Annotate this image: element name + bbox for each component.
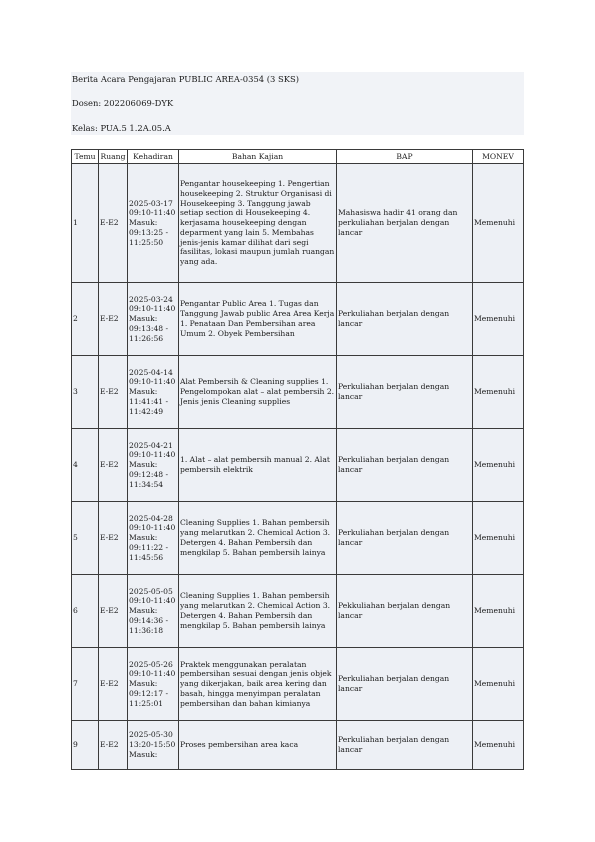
cell-bap: Perkuliahan berjalan dengan lancar (337, 356, 473, 429)
document-title: Berita Acara Pengajaran PUBLIC AREA-0354 (3 SKS) (72, 74, 300, 84)
cell-monev: Memenuhi (473, 502, 524, 575)
cell-bahan-kajian: 1. Alat – alat pembersih manual 2. Alat pembersih elektrik (179, 429, 337, 502)
cell-bahan-kajian: Proses pembersihan area kaca (179, 721, 337, 770)
table-row (72, 283, 524, 356)
cell-temu: 3 (72, 356, 99, 429)
teaching-log-table (71, 149, 524, 770)
cell-bahan-kajian: Pengantar Public Area 1. Tugas dan Tanggung Jawab public Area Area Kerja 1. Penataan Dan Pembersihan area Umum 2. Obyek Pembersihan (179, 283, 337, 356)
column-header-bap: BAP (337, 150, 473, 164)
table-row (72, 721, 524, 770)
cell-temu: 9 (72, 721, 99, 770)
cell-ruang: E-E2 (99, 648, 128, 721)
table-row (72, 502, 524, 575)
class-line: Kelas: PUA.5 1.2A.05.A (72, 123, 171, 133)
cell-temu: 7 (72, 648, 99, 721)
cell-monev: Memenuhi (473, 575, 524, 648)
lecturer-line: Dosen: 202206069-DYK (72, 98, 174, 108)
cell-bahan-kajian: Cleaning Supplies 1. Bahan pembersih yang melarutkan 2. Chemical Action 3. Detergen 4. Bahan Pembersih dan mengkilap 5. Bahan pembersih lainya (179, 575, 337, 648)
cell-bap: Pekkuliahan berjalan dengan lancar (337, 575, 473, 648)
table-header-row (72, 150, 524, 164)
cell-ruang: E-E2 (99, 429, 128, 502)
cell-temu: 1 (72, 164, 99, 283)
cell-monev: Memenuhi (473, 164, 524, 283)
cell-temu: 4 (72, 429, 99, 502)
column-header-kehadiran: Kehadiran (128, 150, 179, 164)
cell-bap: Perkuliahan berjalan dengan lancar (337, 721, 473, 770)
column-header-bahan-kajian: Bahan Kajian (179, 150, 337, 164)
cell-bap: Perkuliahan berjalan dengan lancar (337, 429, 473, 502)
cell-ruang: E-E2 (99, 721, 128, 770)
cell-kehadiran: 2025-03-24 09:10-11:40 Masuk: 09:13:48 - 11:26:56 (128, 283, 179, 356)
cell-ruang: E-E2 (99, 283, 128, 356)
cell-ruang: E-E2 (99, 356, 128, 429)
cell-bap: Perkuliahan berjalan dengan lancar (337, 502, 473, 575)
table-row (72, 648, 524, 721)
table-row (72, 164, 524, 283)
table-row (72, 429, 524, 502)
cell-kehadiran: 2025-04-21 09:10-11:40 Masuk: 09:12:48 - 11:34:54 (128, 429, 179, 502)
cell-bahan-kajian: Pengantar housekeeping 1. Pengertian housekeeping 2. Struktur Organisasi di Housekeeping 3. Tanggung jawab setiap section di Housekeeping 4. kerjasama housekeeping dengan deparment yang lain 5. Membahas jenis-jenis kamar dilihat dari segi fasilitas, lokasi maupun jumlah ruangan yang ada. (179, 164, 337, 283)
document-header (71, 72, 524, 135)
cell-kehadiran: 2025-05-26 09:10-11:40 Masuk: 09:12:17 - 11:25:01 (128, 648, 179, 721)
cell-temu: 5 (72, 502, 99, 575)
table-row (72, 356, 524, 429)
cell-temu: 2 (72, 283, 99, 356)
cell-kehadiran: 2025-05-05 09:10-11:40 Masuk: 09:14:36 - 11:36:18 (128, 575, 179, 648)
cell-bahan-kajian: Alat Pembersih & Cleaning supplies 1. Pengelompokan alat – alat pembersih 2. Jenis jenis Cleaning supplies (179, 356, 337, 429)
cell-kehadiran: 2025-04-14 09:10-11:40 Masuk: 11:41:41 - 11:42:49 (128, 356, 179, 429)
table-row (72, 575, 524, 648)
cell-kehadiran: 2025-04-28 09:10-11:40 Masuk: 09:11:22 - 11:45:56 (128, 502, 179, 575)
cell-kehadiran: 2025-03-17 09:10-11:40 Masuk: 09:13:25 - 11:25:50 (128, 164, 179, 283)
cell-temu: 6 (72, 575, 99, 648)
column-header-temu: Temu (72, 150, 99, 164)
cell-monev: Memenuhi (473, 429, 524, 502)
cell-kehadiran: 2025-05-30 13:20-15:50 Masuk: (128, 721, 179, 770)
cell-bap: Perkuliahan berjalan dengan lancar (337, 283, 473, 356)
cell-monev: Memenuhi (473, 648, 524, 721)
cell-monev: Memenuhi (473, 283, 524, 356)
cell-ruang: E-E2 (99, 575, 128, 648)
cell-bahan-kajian: Praktek menggunakan peralatan pembersihan sesuai dengan jenis objek yang dikerjakan, baik area kering dan basah, hingga menyimpan peralatan pembersihan dan bahan kimianya (179, 648, 337, 721)
cell-bahan-kajian: Cleaning Supplies 1. Bahan pembersih yang melarutkan 2. Chemical Action 3. Detergen 4. Bahan Pembersih dan mengkilap 5. Bahan pembersih lainya (179, 502, 337, 575)
cell-monev: Memenuhi (473, 721, 524, 770)
cell-ruang: E-E2 (99, 502, 128, 575)
cell-ruang: E-E2 (99, 164, 128, 283)
cell-bap: Perkuliahan berjalan dengan lancar (337, 648, 473, 721)
cell-monev: Memenuhi (473, 356, 524, 429)
column-header-ruang: Ruang (99, 150, 128, 164)
cell-bap: Mahasiswa hadir 41 orang dan perkuliahan berjalan dengan lancar (337, 164, 473, 283)
column-header-monev: MONEV (473, 150, 524, 164)
